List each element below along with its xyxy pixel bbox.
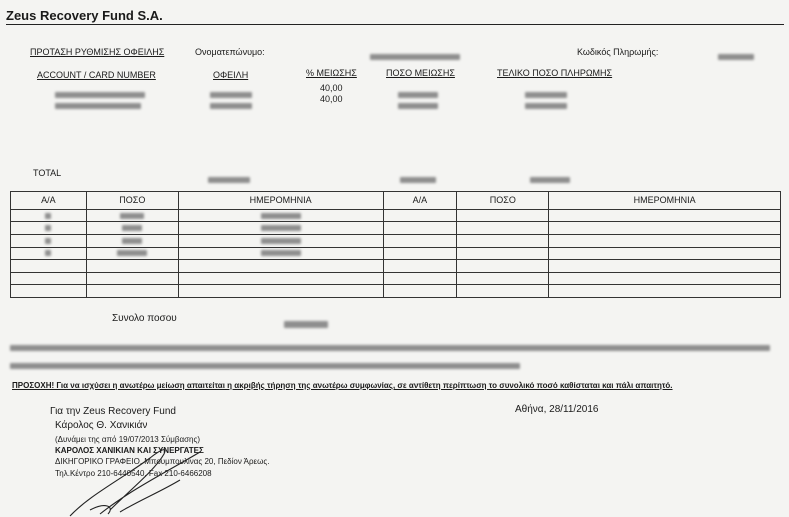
header-date-left: ΗΜΕΡΟΜΗΝΙΑ xyxy=(178,192,383,210)
warning-notice: ΠΡΟΣΟΧΗ! Για να ισχύσει η ανωτέρω μείωση απαιτείται η ακριβής τήρηση της ανωτέρω συμφωνίας, σε αντίθετη περίπτωση το συνολικό ποσό καθίσταται και πάλι απαιτητό. xyxy=(12,381,673,390)
row2-account-redacted xyxy=(55,96,141,114)
proposal-title: ΠΡΟΤΑΣΗ ΡΥΘΜΙΣΗΣ ΟΦΕΙΛΗΣ xyxy=(30,47,165,57)
schedule-header-row xyxy=(11,192,781,210)
place-date: Αθήνα, 28/11/2016 xyxy=(515,404,599,415)
header-rule xyxy=(6,24,784,25)
header-aa-left: Α/Α xyxy=(11,192,87,210)
total-final-redacted xyxy=(530,170,570,188)
signature-line5: ΔΙΚΗΓΟΡΙΚΟ ΓΡΑΦΕΙΟ, Μπουμπουλίνας 20, Πεδίον Άρεως. xyxy=(55,457,270,466)
name-label: Ονοματεπώνυμο: xyxy=(195,47,265,57)
table-row xyxy=(11,285,781,298)
row2-debt-redacted xyxy=(210,96,252,114)
signature-line4: ΚΑΡΟΛΟΣ ΧΑΝΙΚΙΑΝ ΚΑΙ ΣΥΝΕΡΓΑΤΕΣ xyxy=(55,446,204,455)
header-amount-left: ΠΟΣΟ xyxy=(86,192,178,210)
name-value-redacted xyxy=(370,47,460,65)
company-name: Zeus Recovery Fund S.A. xyxy=(6,8,163,23)
table-row xyxy=(11,272,781,285)
redacted-paragraph xyxy=(10,338,775,374)
table-row xyxy=(11,247,781,260)
row2-pct: 40,00 xyxy=(320,94,343,104)
sum-label: Συνολο ποσου xyxy=(112,313,177,324)
sum-value-redacted xyxy=(284,315,328,333)
col-final-amount: ΤΕΛΙΚΟ ΠΟΣΟ ΠΛΗΡΩΜΗΣ xyxy=(497,68,613,78)
total-label: TOTAL xyxy=(33,168,62,178)
col-debt: ΟΦΕΙΛΗ xyxy=(213,70,249,80)
row2-final-redacted xyxy=(525,96,567,114)
row2-reduction-redacted xyxy=(398,96,438,114)
payment-schedule-table xyxy=(10,191,781,298)
col-reduction-pct: % ΜΕΙΩΣΗΣ xyxy=(306,68,357,78)
code-label: Κωδικός Πληρωμής: xyxy=(577,47,659,57)
col-account: ACCOUNT / CARD NUMBER xyxy=(37,70,156,80)
table-row xyxy=(11,222,781,235)
code-value-redacted xyxy=(718,47,754,65)
header-date-right: ΗΜΕΡΟΜΗΝΙΑ xyxy=(549,192,781,210)
handwritten-signature xyxy=(60,440,210,517)
signature-line3: (Δυνάμει της από 19/07/2013 Σύμβασης) xyxy=(55,435,201,444)
table-row xyxy=(11,235,781,248)
table-row xyxy=(11,209,781,222)
signature-line2: Κάρολος Θ. Χανικιάν xyxy=(55,420,148,431)
row1-pct: 40,00 xyxy=(320,83,343,93)
table-row xyxy=(11,260,781,273)
header-aa-right: Α/Α xyxy=(383,192,457,210)
signature-line6: Τηλ.Κέντρο 210-6440540, Fax 210-6466208 xyxy=(55,469,212,478)
col-reduction-amt: ΠΟΣΟ ΜΕΙΩΣΗΣ xyxy=(386,68,455,78)
signature-line1: Για την Zeus Recovery Fund xyxy=(50,406,176,417)
total-debt-redacted xyxy=(208,170,250,188)
total-reduction-redacted xyxy=(400,170,436,188)
header-amount-right: ΠΟΣΟ xyxy=(457,192,549,210)
